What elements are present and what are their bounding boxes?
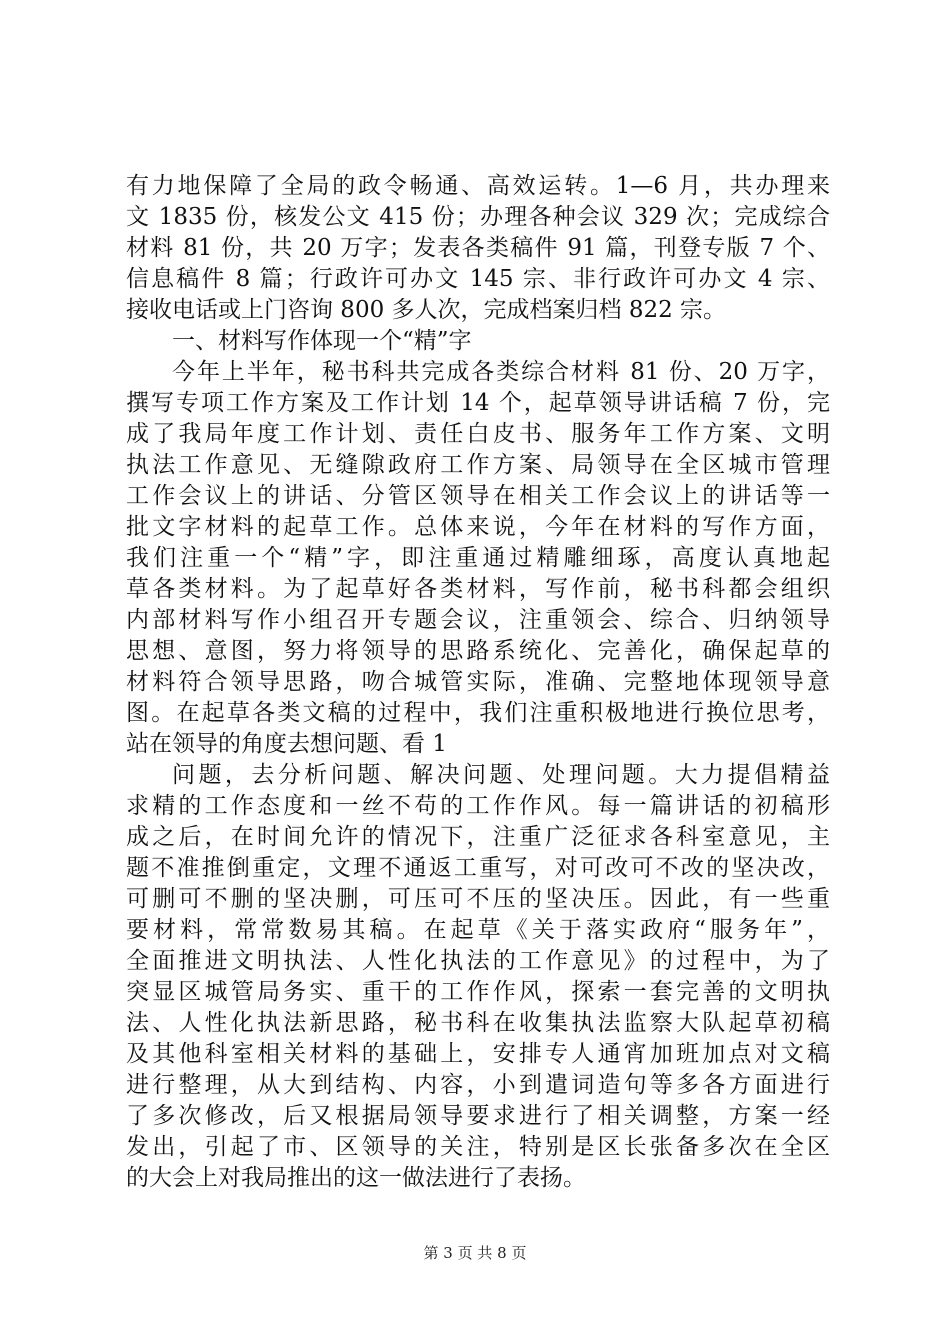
body-text	[126, 171, 830, 1194]
text-line: 成了我局年度工作计划、责任白皮书、服务年工作方案、文明	[126, 421, 830, 447]
text-line: 突显区城管局务实、重干的工作作风，探索一套完善的文明执	[126, 979, 830, 1005]
text-line: 有力地保障了全局的政令畅通、高效运转。1—6 月，共办理来	[126, 173, 830, 199]
text-line: 了多次修改，后又根据局领导要求进行了相关调整，方案一经	[126, 1103, 830, 1129]
text-line: 撰写专项工作方案及工作计划 14 个，起草领导讲话稿 7 份，完	[126, 390, 830, 416]
text-line: 的大会上对我局推出的这一做法进行了表扬。	[126, 1165, 586, 1191]
text-line: 求精的工作态度和一丝不苟的工作作风。每一篇讲话的初稿形	[126, 793, 830, 819]
text-line: 接收电话或上门咨询 800 多人次，完成档案归档 822 宗。	[126, 297, 727, 323]
text-line: 我们注重一个“精”字，即注重通过精雕细琢，高度认真地起	[126, 545, 830, 571]
text-line: 批文字材料的起草工作。总体来说，今年在材料的写作方面，	[126, 514, 830, 540]
text-line: 草各类材料。为了起草好各类材料，写作前，秘书科都会组织	[126, 576, 830, 602]
text-line: 图。在起草各类文稿的过程中，我们注重积极地进行换位思考，	[126, 700, 830, 726]
text-line: 发出，引起了市、区领导的关注，特别是区长张备多次在全区	[126, 1134, 830, 1160]
text-line: 成之后，在时间允许的情况下，注重广泛征求各科室意见，主	[126, 824, 830, 850]
text-line: 今年上半年，秘书科共完成各类综合材料 81 份、20 万字，	[172, 359, 830, 385]
text-line: 问题，去分析问题、解决问题、处理问题。大力提倡精益	[172, 762, 830, 788]
text-line: 材料符合领导思路，吻合城管实际，准确、完整地体现领导意	[126, 669, 830, 695]
text-line: 全面推进文明执法、人性化执法的工作意见》的过程中，为了	[126, 948, 830, 974]
text-line: 法、人性化执法新思路，秘书科在收集执法监察大队起草初稿	[126, 1010, 830, 1036]
page-number-footer: 第 3 页 共 8 页	[423, 1244, 527, 1262]
text-line: 及其他科室相关材料的基础上，安排专人通宵加班加点对文稿	[126, 1041, 830, 1067]
text-line: 文 1835 份，核发公文 415 份；办理各种会议 329 次；完成综合	[126, 204, 830, 230]
text-line: 信息稿件 8 篇；行政许可办文 145 宗、非行政许可办文 4 宗、	[126, 266, 830, 292]
text-line: 材料 81 份，共 20 万字；发表各类稿件 91 篇，刊登专版 7 个、	[126, 235, 830, 261]
text-line: 工作会议上的讲话、分管区领导在相关工作会议上的讲话等一	[126, 483, 830, 509]
text-line: 站在领导的角度去想问题、看 1	[126, 731, 447, 757]
text-line: 执法工作意见、无缝隙政府工作方案、局领导在全区城市管理	[126, 452, 830, 478]
text-line: 进行整理，从大到结构、内容，小到遣词造句等多各方面进行	[126, 1072, 830, 1098]
text-line: 可删可不删的坚决删，可压可不压的坚决压。因此，有一些重	[126, 886, 830, 912]
section-heading: 一、材料写作体现一个“精”字	[172, 328, 472, 354]
text-line: 题不准推倒重定，文理不通返工重写，对可改可不改的坚决改，	[126, 855, 830, 881]
text-line: 思想、意图，努力将领导的思路系统化、完善化，确保起草的	[126, 638, 830, 664]
text-line: 要材料，常常数易其稿。在起草《关于落实政府“服务年”，	[126, 917, 830, 943]
text-line: 内部材料写作小组召开专题会议，注重领会、综合、归纳领导	[126, 607, 830, 633]
